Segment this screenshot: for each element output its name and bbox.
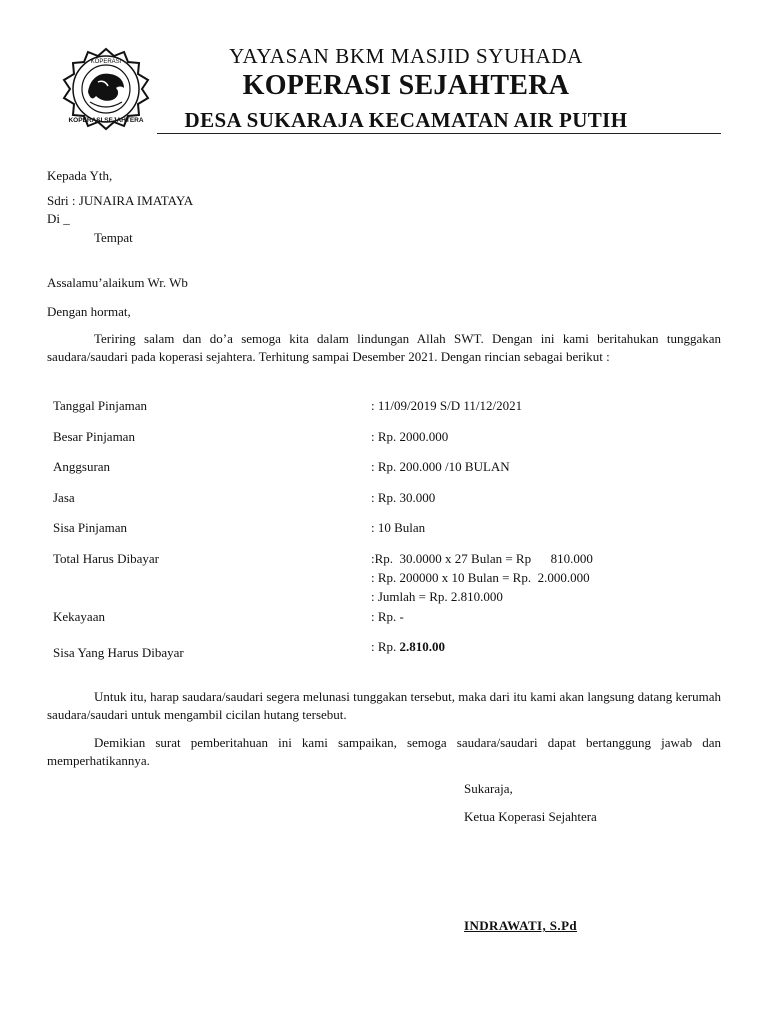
letterhead-foundation: YAYASAN BKM MASJID SYUHADA [229, 44, 583, 68]
opening: Dengan hormat, [47, 304, 131, 319]
detail-label: Besar Pinjaman [53, 429, 135, 444]
detail-value: : Rp. 2000.000 [371, 429, 449, 444]
seal-top-text: KOPERASI [90, 59, 122, 65]
cooperative-seal-logo [60, 46, 152, 132]
detail-value: : 11/09/2019 S/D 11/12/2021 [371, 398, 523, 413]
remaining-amount: 2.810.00 [399, 639, 446, 654]
detail-value: : Rp. - [371, 609, 404, 624]
letterhead-address: DESA SUKARAJA KECAMATAN AIR PUTIH [184, 108, 628, 132]
closing-place: Sukaraja, [464, 781, 513, 796]
recipient-di: Di _ [47, 211, 70, 226]
signatory-name: INDRAWATI, S.Pd [464, 918, 578, 933]
detail-value: : 10 Bulan [371, 520, 426, 535]
detail-label: Tanggal Pinjaman [53, 398, 148, 413]
detail-value: : Rp. 2.810.00 [371, 639, 446, 654]
seal-bottom-text: KOPERASI SEJAHTERA [68, 117, 144, 124]
paragraph-closing: Demikian surat pemberitahuan ini kami sampaikan, semoga saudara/saudari dapat bertanggung jawab dan memperhatikannya. [47, 735, 721, 768]
detail-value: : Jumlah = Rp. 2.810.000 [371, 589, 503, 604]
detail-value: :Rp. 30.0000 x 27 Bulan = Rp 810.000 [371, 551, 593, 566]
paragraph-intro: Teriring salam dan do’a semoga kita dalam lindungan Allah SWT. Dengan ini kami beritahukan tunggakan saudara/saudari pada koperasi sejahtera. Terhitung sampai Desember 2021. Dengan rincian sebagai berikut : [47, 331, 721, 364]
paragraph-notice: Untuk itu, harap saudara/saudari segera melunasi tunggakan tersebut, maka dari itu kami akan langsung datang kerumah saudara/saudari untuk mengambil cicilan hutang tersebut. [47, 689, 721, 722]
salutation: Assalamu’alaikum Wr. Wb [47, 275, 188, 290]
recipient-name: Sdri : JUNAIRA IMATAYA [47, 193, 194, 208]
recipient-place: Tempat [94, 230, 133, 245]
detail-label: Sisa Pinjaman [53, 520, 128, 535]
letterhead-cooperative: KOPERASI SEJAHTERA [242, 70, 570, 101]
closing-position: Ketua Koperasi Sejahtera [464, 809, 597, 824]
recipient-greeting: Kepada Yth, [47, 168, 113, 183]
detail-label: Jasa [53, 490, 75, 505]
letterhead-divider [157, 133, 721, 134]
detail-label: Total Harus Dibayar [53, 551, 159, 566]
detail-label: Sisa Yang Harus Dibayar [53, 645, 184, 660]
detail-label: Anggsuran [53, 459, 111, 474]
detail-value: : Rp. 200.000 /10 BULAN [371, 459, 510, 474]
detail-label: Kekayaan [53, 609, 105, 624]
detail-value: : Rp. 200000 x 10 Bulan = Rp. 2.000.000 [371, 570, 590, 585]
detail-value: : Rp. 30.000 [371, 490, 436, 505]
